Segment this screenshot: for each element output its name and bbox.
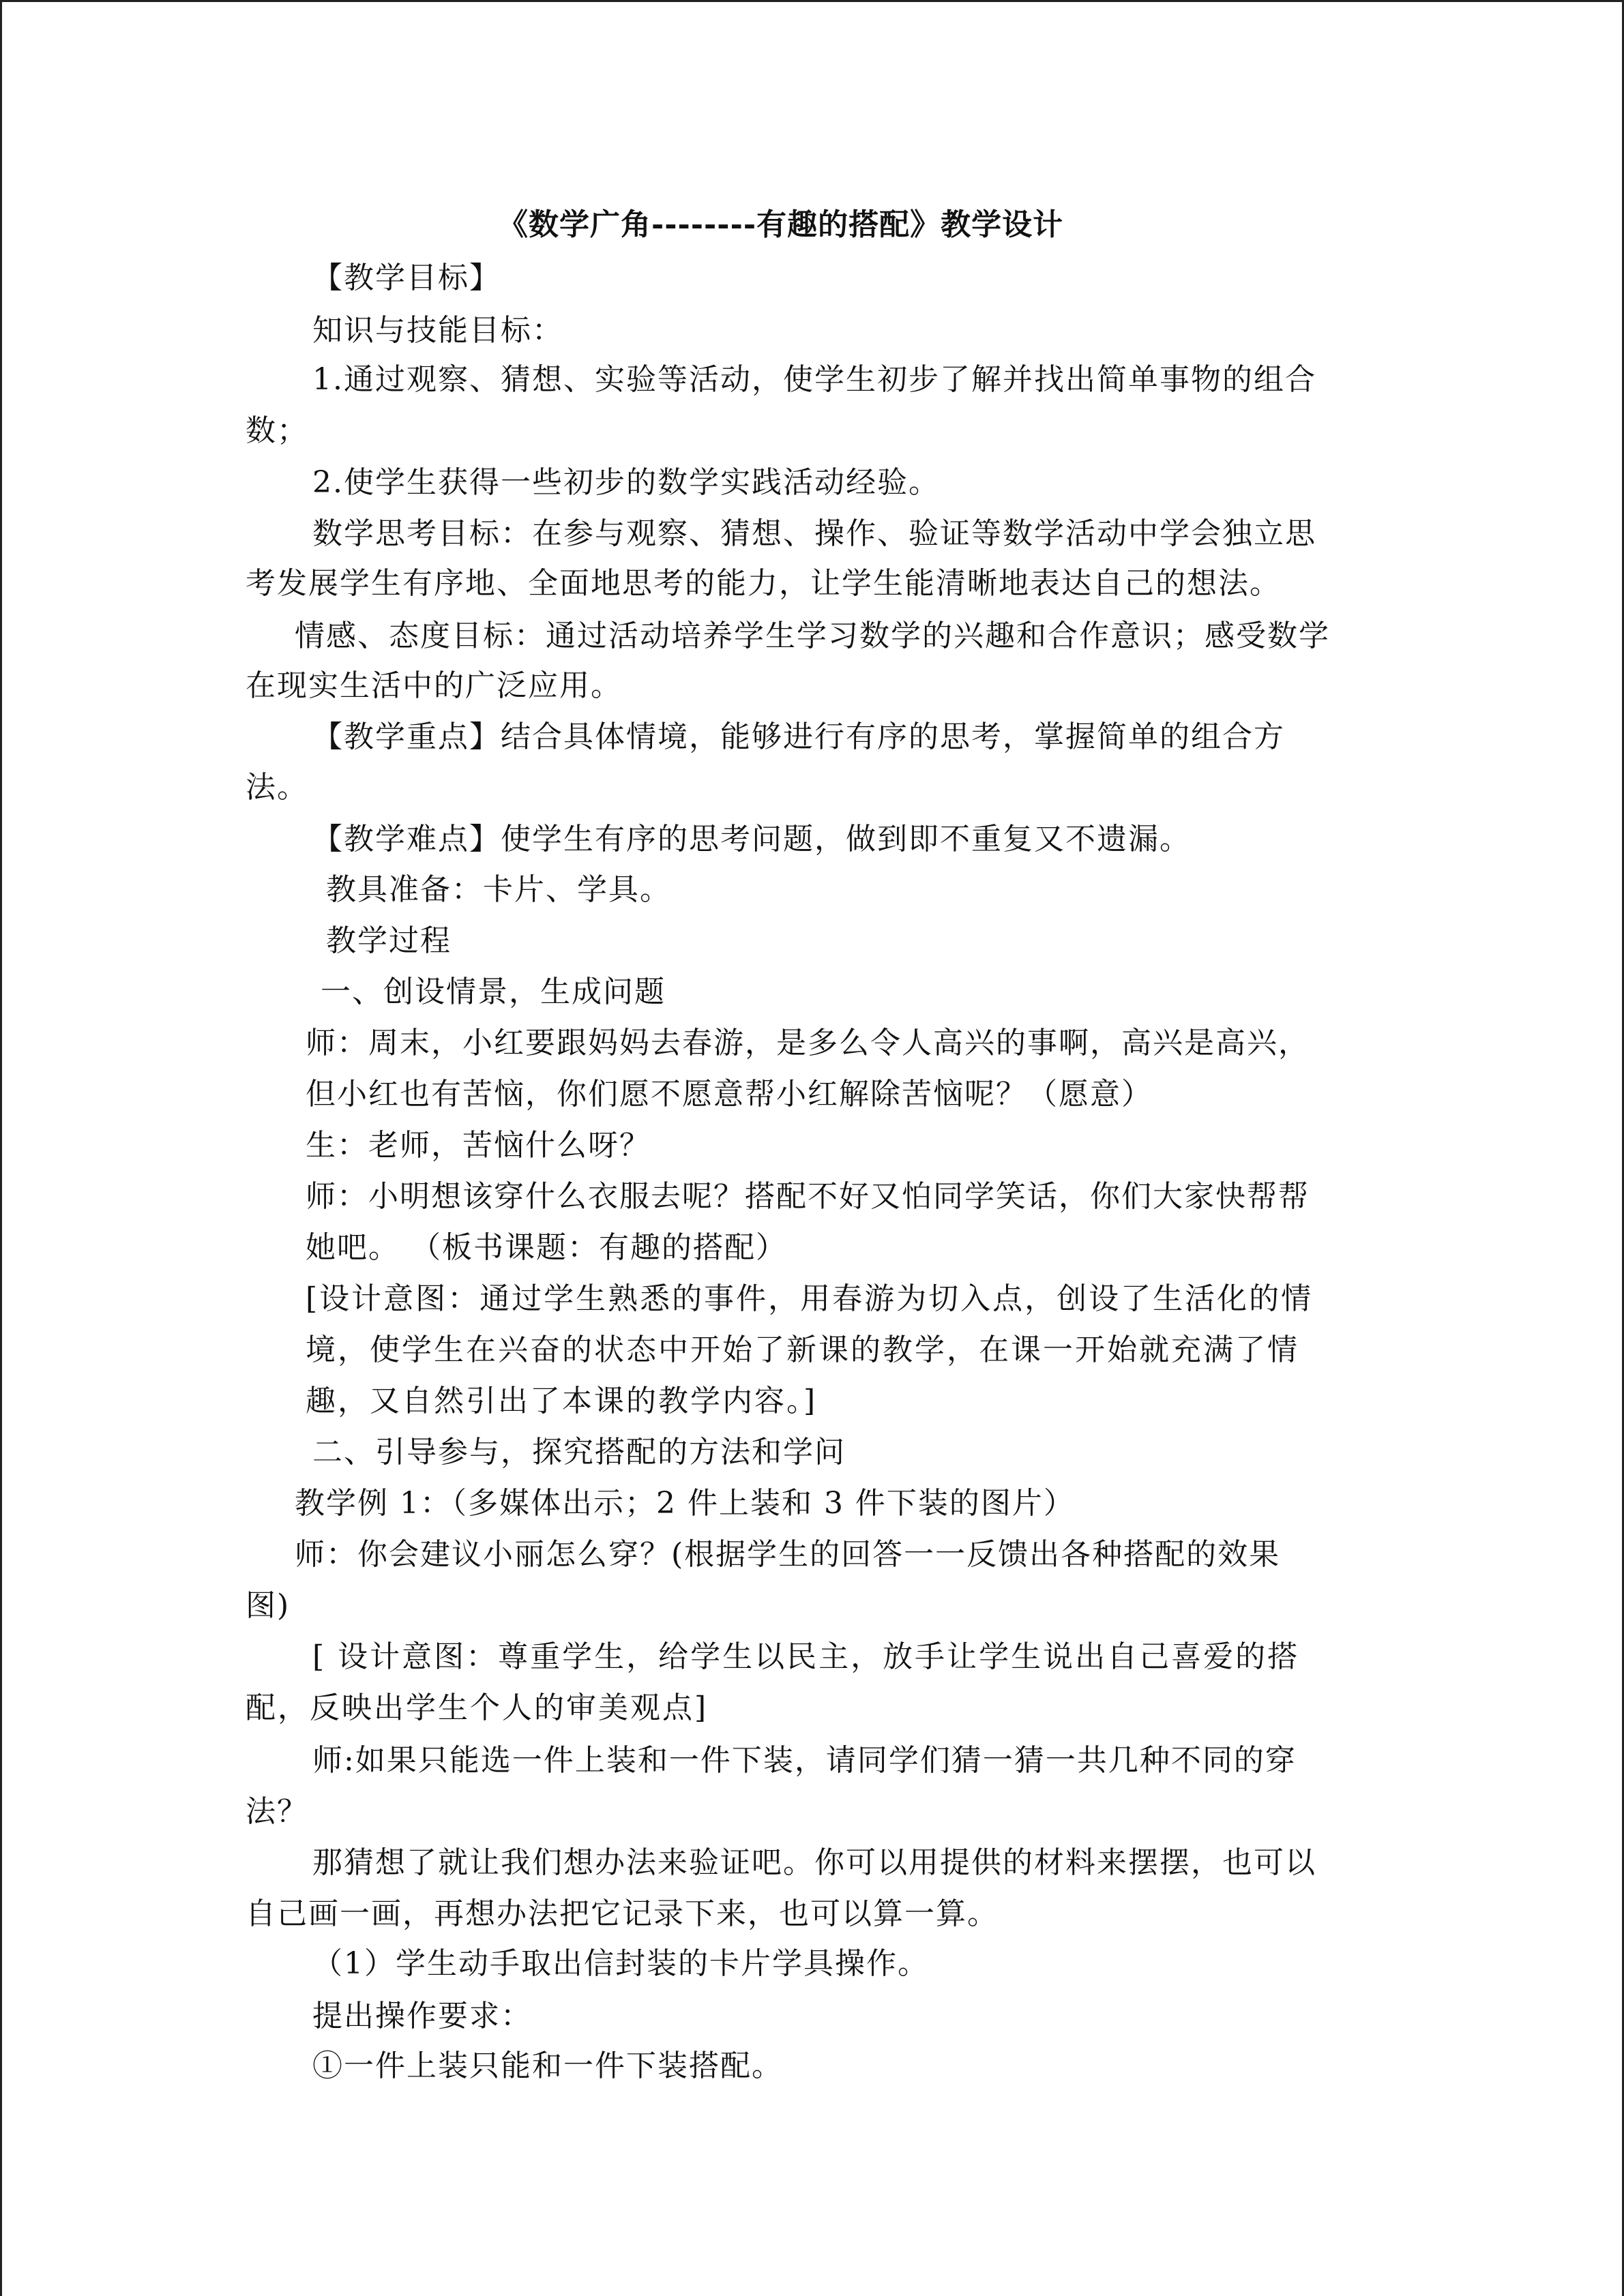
paragraph-line: 教具准备：卡片、学具。: [326, 872, 671, 907]
design-note-line: [设计意图：通过学生熟悉的事件，用春游为切入点，创设了生活化的情: [306, 1281, 1314, 1316]
paragraph-line: ①一件上装只能和一件下装搭配。: [312, 2048, 783, 2083]
section-heading-objectives: 【教学目标】: [312, 260, 501, 295]
paragraph-line: 师：你会建议小丽怎么穿？(根据学生的回答一一反馈出各种搭配的效果: [295, 1537, 1281, 1572]
page-border-top: [0, 0, 1624, 2]
paragraph-line: 师：小明想该穿什么衣服去呢？搭配不好又怕同学笑话，你们大家快帮帮: [306, 1179, 1310, 1214]
paragraph-line: 但小红也有苦恼，你们愿不愿意帮小红解除苦恼呢？（愿意）: [306, 1077, 1153, 1112]
paragraph-line: 2.使学生获得一些初步的数学实践活动经验。: [312, 465, 940, 500]
paragraph-line: 数；: [246, 413, 308, 448]
paragraph-line: 她吧。 （板书课题：有趣的搭配）: [306, 1230, 787, 1265]
paragraph-line: 那猜想了就让我们想办法来验证吧。你可以用提供的材料来摆摆，也可以: [312, 1845, 1316, 1880]
paragraph-line: （1）学生动手取出信封装的卡片学具操作。: [312, 1946, 929, 1981]
paragraph-line: 在现实生活中的广泛应用。: [246, 668, 622, 703]
paragraph-line: 知识与技能目标：: [312, 313, 563, 348]
section-heading-difficulty: 【教学难点】使学生有序的思考问题，做到即不重复又不遗漏。: [312, 822, 1191, 856]
design-note-line: 配，反映出学生个人的审美观点]: [246, 1690, 709, 1725]
paragraph-line: 数学思考目标：在参与观察、猜想、操作、验证等数学活动中学会独立思: [312, 516, 1316, 551]
paragraph-line: 师:如果只能选一件上装和一件下装，请同学们猜一猜一共几种不同的穿: [312, 1743, 1297, 1778]
paragraph-line: 考发展学生有序地、全面地思考的能力，让学生能清晰地表达自己的想法。: [246, 566, 1281, 601]
paragraph-line: 1.通过观察、猜想、实验等活动，使学生初步了解并找出简单事物的组合: [312, 362, 1316, 397]
section-heading-part-one: 一、创设情景，生成问题: [321, 974, 666, 1009]
paragraph-line: 情感、态度目标：通过活动培养学生学习数学的兴趣和合作意识；感受数学: [295, 618, 1330, 653]
design-note-line: [ 设计意图：尊重学生，给学生以民主，放手让学生说出自己喜爱的搭: [312, 1639, 1300, 1674]
document-title: 《数学广角--------有趣的搭配》教学设计: [498, 207, 1064, 242]
section-heading-key-point: 【教学重点】结合具体情境，能够进行有序的思考，掌握简单的组合方: [312, 719, 1285, 754]
section-heading-part-two: 二、引导参与，探究搭配的方法和学问: [312, 1435, 846, 1470]
paragraph-line: 师：周末，小红要跟妈妈去春游，是多么令人高兴的事啊，高兴是高兴，: [306, 1026, 1310, 1060]
design-note-line: 趣，又自然引出了本课的教学内容。]: [306, 1384, 818, 1418]
design-note-line: 境，使学生在兴奋的状态中开始了新课的教学，在课一开始就充满了情: [306, 1332, 1299, 1367]
paragraph-line: 法？: [246, 1794, 308, 1829]
paragraph-line: 提出操作要求：: [312, 1999, 532, 2033]
section-heading-process: 教学过程: [326, 923, 452, 958]
paragraph-line: 生：老师，苦恼什么呀？: [306, 1128, 651, 1163]
paragraph-line: 自己画一画，再想办法把它记录下来，也可以算一算。: [246, 1896, 999, 1931]
paragraph-line: 图): [246, 1588, 291, 1623]
page-border-left: [0, 0, 2, 2296]
paragraph-line: 教学例 1：（多媒体出示；2 件上装和 3 件下装的图片）: [295, 1486, 1075, 1521]
paragraph-line: 法。: [246, 770, 308, 805]
